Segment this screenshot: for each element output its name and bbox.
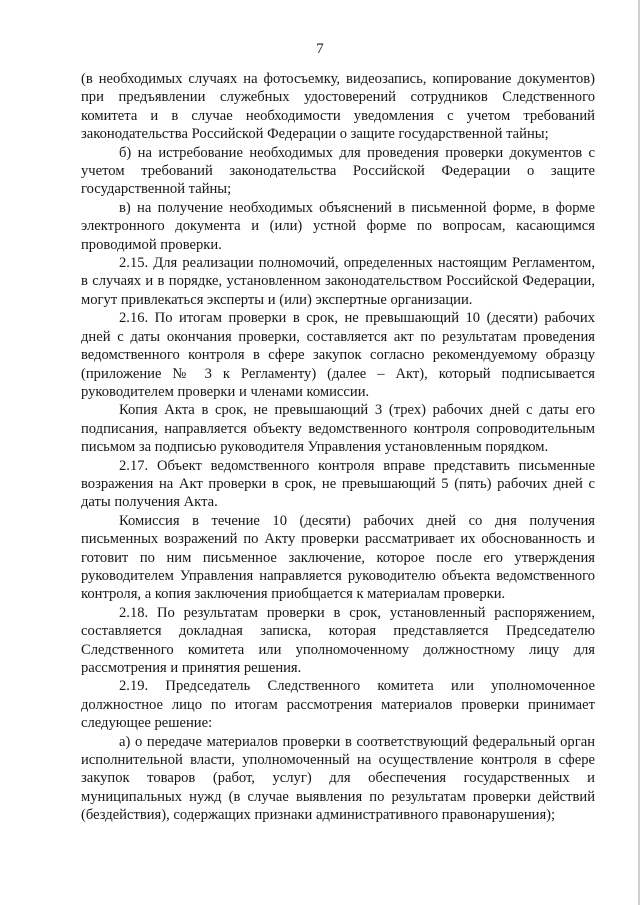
paragraph-act-copy: Копия Акта в срок, не превышающий 3 (трех) рабочих дней с даты его подписания, направляется объекту ведомственного контроля сопроводительным письмом за подписью руководителя Управления установленным порядком. xyxy=(81,402,595,456)
paragraph-item-b: б) на истребование необходимых для проведения проверки документов с учетом требований законодательства Российской Федерации о защите государственной тайны; xyxy=(81,144,595,198)
paragraph-2-17: 2.17. Объект ведомственного контроля вправе представить письменные возражения на Акт проверки в срок, не превышающий 5 (пять) рабочих дней с даты получения Акта. xyxy=(81,457,595,511)
page-number: 7 xyxy=(316,41,324,57)
paragraph-2-19: 2.19. Председатель Следственного комитета или уполномоченное должностное лицо по итогам рассмотрения материалов проверки принимает следующее решение: xyxy=(81,678,595,732)
paragraph-commission: Комиссия в течение 10 (десяти) рабочих дней со дня получения письменных возражений по Акту проверки рассматривает их обоснованность и готовит по ним письменное заключение, которое после его утверждения руководителем Управления направляется руководителю объекта ведомственного контроля, а копия заключения приобщается к материалам проверки. xyxy=(81,512,595,603)
paragraph-item-a: а) о передаче материалов проверки в соответствующий федеральный орган исполнительной власти, уполномоченный на осуществление контроля в сфере закупок товаров (работ, услуг) для обеспечения государственных и муниципальных нужд (в случае выявления по результатам проверки действий (бездействия), содержащих признаки административного правонарушения); xyxy=(81,733,595,824)
paragraph-item-v: в) на получение необходимых объяснений в письменной форме, в форме электронного документа и (или) устной форме по вопросам, касающимся проводимой проверки. xyxy=(81,199,595,253)
paragraph-2-18: 2.18. По результатам проверки в срок, установленный распоряжением, составляется докладная записка, которая представляется Председателю Следственного комитета или уполномоченному должностному лицу для рассмотрения и принятия решения. xyxy=(81,604,595,676)
paragraph-2-16: 2.16. По итогам проверки в срок, не превышающий 10 (десяти) рабочих дней с даты окончания проверки, составляется акт по результатам проведения ведомственного контроля в сфере закупок согласно рекомендуемому образцу (приложение № 3 к Регламенту) (далее – Акт), который подписывается руководителем проверки и членами комиссии. xyxy=(81,310,595,400)
paragraph-continuation: (в необходимых случаях на фотосъемку, видеозапись, копирование документов) при предъявлении служебных удостоверений сотрудников Следственного комитета и в случае необходимости уведомления с учетом требований законодательства Российской Федерации о защите государственной тайны; xyxy=(81,71,595,143)
paragraph-2-15: 2.15. Для реализации полномочий, определенных настоящим Регламентом, в случаях и в порядке, установленном законодательством Российской Федерации, могут привлекаться эксперты и (или) экспертные организации. xyxy=(81,255,595,308)
document-body xyxy=(81,70,595,825)
